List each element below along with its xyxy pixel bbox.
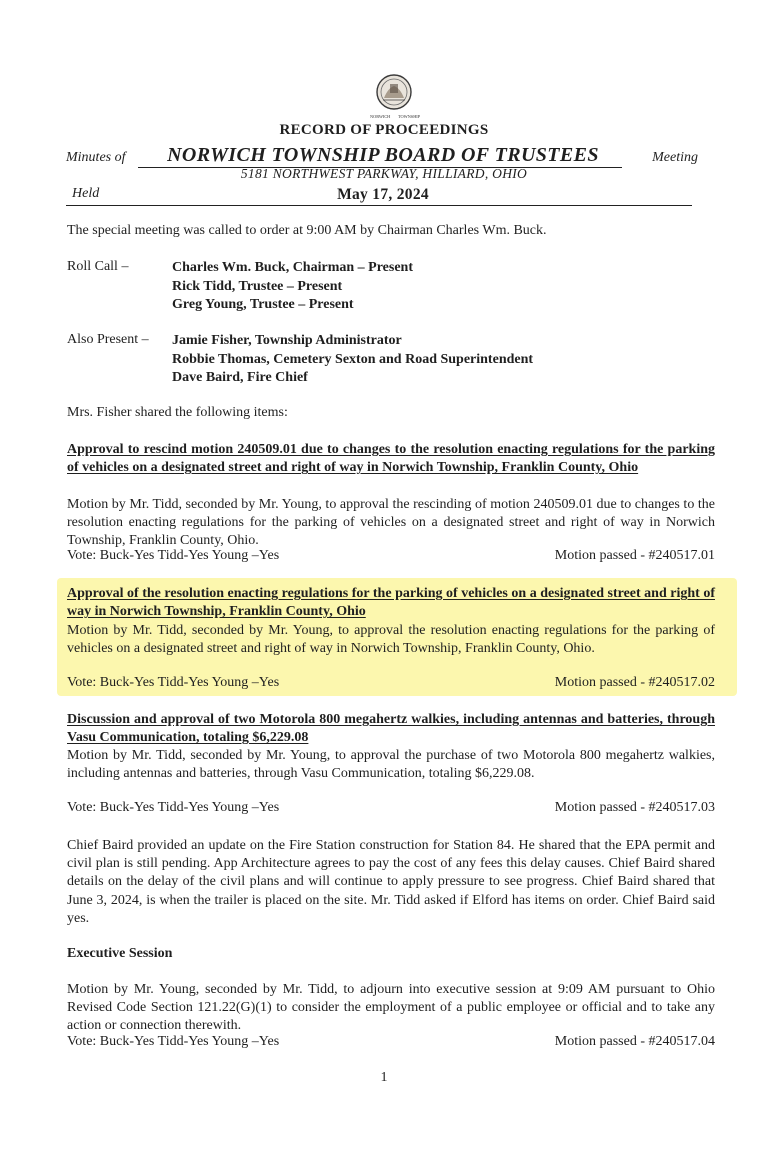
seal-text-right: TOWNSHIP [398, 114, 420, 119]
item-2-vote: Vote: Buck-Yes Tidd-Yes Young –Yes [67, 675, 280, 690]
minutes-of-label: Minutes of [66, 150, 126, 165]
also-present-label: Also Present – [67, 332, 149, 347]
executive-session-vote: Vote: Buck-Yes Tidd-Yes Young –Yes [67, 1034, 280, 1049]
item-1-result: Motion passed - #240517.01 [554, 548, 715, 563]
fire-station-update: Chief Baird provided an update on the Fire Station construction for Station 84. He shared that the EPA permit and civil plan is still pending. App Architecture agrees to pay the cost of any fees this delay causes. Chief Baird shared details on the delay of the civil plans and will continue to apply pressure to see progress. Chief Baird shared that June 3, 2024, is when the trailer is placed on the site. Mr. Tidd asked if Elford has items on order. Chief Baird said yes. [67, 838, 715, 926]
township-seal-icon [368, 70, 420, 122]
item-3-vote: Vote: Buck-Yes Tidd-Yes Young –Yes [67, 800, 280, 815]
executive-session-result: Motion passed - #240517.04 [554, 1034, 715, 1049]
meeting-date: May 17, 2024 [337, 186, 429, 203]
minutes-header-row [66, 146, 700, 168]
item-3-vote-row [67, 800, 715, 818]
item-3-body: Motion by Mr. Tidd, seconded by Mr. Young, to approval the purchase of two Motorola 800 megahertz walkies, including antennas and batteries, through Vasu Communication, totaling $6,229.08. [67, 748, 715, 782]
seal-text-left: NORWICH [370, 114, 391, 119]
item-1-body: Motion by Mr. Tidd, seconded by Mr. Young, to approval the rescinding of motion 240509.01 due to changes to the resolution enacting regulations for the parking of vehicles on a designated street and right of way in Norwich Township, Franklin County, Ohio. [67, 497, 715, 549]
item-1-title: Approval to rescind motion 240509.01 due to changes to the resolution enacting regulations for the parking of vehicles on a designated street and right of way in Norwich Township, Franklin County, Ohio [67, 442, 715, 476]
item-3-result: Motion passed - #240517.03 [554, 800, 715, 815]
roll-call-label: Roll Call – [67, 259, 129, 274]
item-2-title: Approval of the resolution enacting regulations for the parking of vehicles on a designated street and right of way in Norwich Township, Franklin County, Ohio [67, 586, 715, 620]
record-title: RECORD OF PROCEEDINGS [279, 122, 489, 138]
board-name: NORWICH TOWNSHIP BOARD OF TRUSTEES [167, 144, 599, 166]
item-3-title: Discussion and approval of two Motorola 800 megahertz walkies, including antennas and batteries, through Vasu Communication, totaling $6,229.08 [67, 712, 715, 746]
roll-call-member: Greg Young, Trustee – Present [172, 297, 354, 312]
held-label: Held [72, 186, 100, 201]
meeting-label: Meeting [652, 150, 698, 165]
item-2-result: Motion passed - #240517.02 [554, 675, 715, 690]
also-present-member: Jamie Fisher, Township Administrator [172, 333, 402, 348]
fisher-shared-text: Mrs. Fisher shared the following items: [67, 405, 288, 420]
item-2-body: Motion by Mr. Tidd, seconded by Mr. Young, to approval the resolution enacting regulations for the parking of vehicles on a designated street and right of way in Norwich Township, Franklin County, Ohio. [67, 623, 715, 657]
roll-call-member: Charles Wm. Buck, Chairman – Present [172, 260, 413, 275]
executive-session-vote-row [67, 1034, 715, 1052]
also-present-list [172, 332, 533, 388]
item-1-vote-row [67, 548, 715, 566]
roll-call-member: Rick Tidd, Trustee – Present [172, 278, 343, 294]
executive-session-body: Motion by Mr. Young, seconded by Mr. Tidd, to adjourn into executive session at 9:09 AM pursuant to Ohio Revised Code Section 121.22(G)(1) to consider the employment of a public employee or official and to take any action or connection therewith. [67, 982, 715, 1034]
held-underline [66, 205, 692, 206]
roll-call-list [172, 259, 413, 315]
held-row [66, 186, 700, 204]
item-2-vote-row [67, 675, 715, 693]
also-present-member: Robbie Thomas, Cemetery Sexton and Road Superintendent [172, 351, 534, 367]
intro-text: The special meeting was called to order at 9:00 AM by Chairman Charles Wm. Buck. [67, 223, 547, 238]
address: 5181 NORTHWEST PARKWAY, HILLIARD, OHIO [240, 166, 528, 181]
item-1-vote: Vote: Buck-Yes Tidd-Yes Young –Yes [67, 548, 280, 563]
also-present-member: Dave Baird, Fire Chief [172, 370, 308, 385]
page-number: 1 [380, 1070, 388, 1085]
executive-session-heading: Executive Session [67, 946, 173, 961]
